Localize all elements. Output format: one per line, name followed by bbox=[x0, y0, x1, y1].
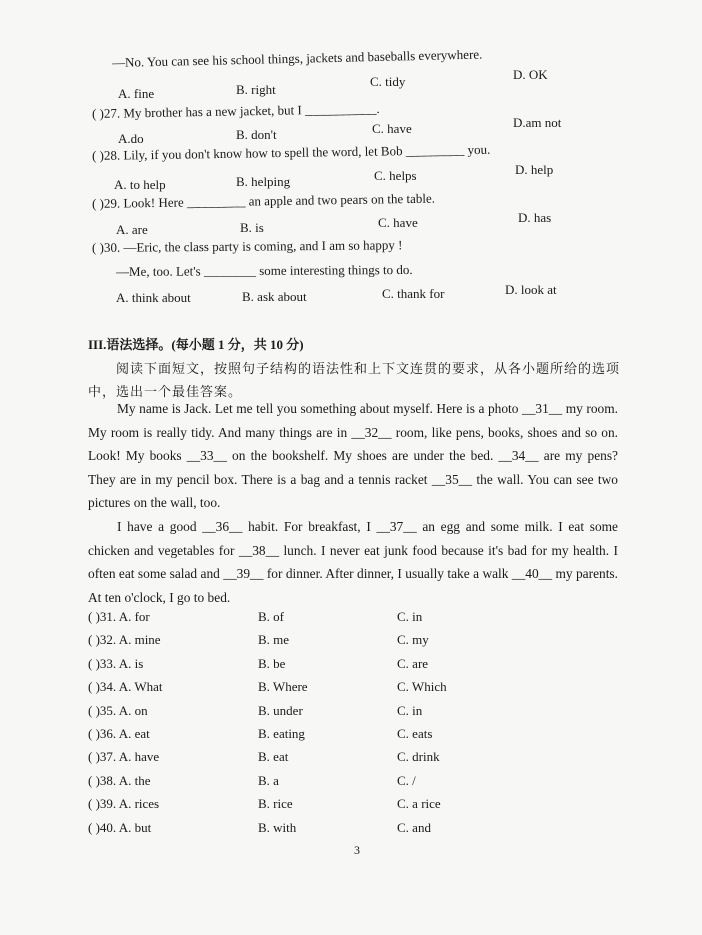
q36-option-b: B. eating bbox=[258, 726, 305, 741]
q37-option-a: ( )37. A. have bbox=[88, 749, 160, 764]
q27-option-a: A.do bbox=[118, 131, 144, 146]
q33-option-a: ( )33. A. is bbox=[88, 656, 144, 671]
q31-option-b: B. of bbox=[258, 609, 284, 624]
q29-option-b: B. is bbox=[240, 220, 264, 235]
q37-option-b: B. eat bbox=[258, 749, 289, 764]
q27-option-d: D.am not bbox=[513, 115, 562, 130]
q27-option-b: B. don't bbox=[236, 127, 277, 142]
q38-option-c: C. / bbox=[397, 773, 416, 788]
q26-option-b: B. right bbox=[236, 82, 276, 97]
q40-option-c: C. and bbox=[397, 820, 431, 835]
q32-option-a: ( )32. A. mine bbox=[88, 632, 161, 647]
q33-option-b: B. be bbox=[258, 656, 286, 671]
q30-dialog: —Me, too. Let's ________ some interesting things to do. bbox=[115, 261, 413, 279]
q27-stem: ( )27. My brother has a new jacket, but I ___________. bbox=[91, 100, 380, 121]
q39-option-b: B. rice bbox=[258, 796, 293, 811]
q32-option-c: C. my bbox=[397, 632, 429, 647]
q26-option-c: C. tidy bbox=[370, 74, 406, 89]
q29-stem: ( )29. Look! Here _________ an apple and two pears on the table. bbox=[91, 190, 436, 211]
q33-option-c: C. are bbox=[397, 656, 429, 671]
q29-option-a: A. are bbox=[116, 222, 148, 237]
q36-option-c: C. eats bbox=[397, 726, 433, 741]
q28-option-b: B. helping bbox=[236, 174, 291, 189]
q35-option-b: B. under bbox=[258, 703, 303, 718]
section-title: III.语法选择。(每小题 1 分，共 10 分) bbox=[88, 337, 304, 352]
q26-dialog: —No. You can see his school things, jackets and baseballs everywhere. bbox=[111, 46, 483, 70]
q29-option-c: C. have bbox=[378, 215, 418, 230]
q28-option-d: D. help bbox=[515, 162, 554, 177]
q35-option-c: C. in bbox=[397, 703, 423, 718]
q26-option-a: A. fine bbox=[118, 86, 155, 101]
passage-paragraph-2: I have a good __36__ habit. For breakfast, I __37__ an egg and some milk. I eat some chicken and vegetables for __38__ lunch. I never eat junk food because it's bad for my health. I often eat some salad and __39__ for dinner. After dinner, I usually take a walk __40__ my parents. At ten o'clock, I go to bed. bbox=[88, 518, 618, 605]
q35-option-a: ( )35. A. on bbox=[88, 703, 148, 718]
q28-option-c: C. helps bbox=[374, 168, 417, 183]
q30-option-d: D. look at bbox=[505, 282, 557, 297]
q31-option-a: ( )31. A. for bbox=[88, 609, 150, 624]
q38-option-a: ( )38. A. the bbox=[88, 773, 151, 788]
q30-option-a: A. think about bbox=[116, 290, 191, 305]
instructions-line-2: 中，选出一个最佳答案。 bbox=[88, 384, 243, 399]
q30-option-c: C. thank for bbox=[382, 286, 445, 301]
q30-stem: ( )30. —Eric, the class party is coming, and I am so happy ! bbox=[91, 237, 403, 255]
q30-option-b: B. ask about bbox=[242, 289, 307, 304]
q32-option-b: B. me bbox=[258, 632, 290, 647]
passage-paragraph-1: My name is Jack. Let me tell you something about myself. Here is a photo __31__ my room. My room is really tidy. And many things are in __32__ room, like pens, books, shoes and so on. Look! My books __33__ on the bookshelf. My shoes are under the bed. __34__ are my pens? They are in my pencil box. There is a bag and a tennis racket __35__ the wall. You can see two pictures on the wall, too. bbox=[88, 401, 618, 511]
q28-option-a: A. to help bbox=[114, 177, 166, 192]
q38-option-b: B. a bbox=[258, 773, 279, 788]
q27-option-c: C. have bbox=[372, 121, 412, 136]
q29-option-d: D. has bbox=[518, 210, 552, 225]
q31-option-c: C. in bbox=[397, 609, 423, 624]
instructions-line-1: 阅读下面短文，按照句子结构的语法性和上下文连贯的要求，从各小题所给的选项 bbox=[116, 361, 621, 376]
q34-option-b: B. Where bbox=[258, 679, 308, 694]
q39-option-a: ( )39. A. rices bbox=[88, 796, 160, 811]
q26-option-d: D. OK bbox=[513, 67, 548, 82]
q37-option-c: C. drink bbox=[397, 749, 440, 764]
q28-stem: ( )28. Lily, if you don't know how to spell the word, let Bob _________ you. bbox=[91, 141, 491, 163]
q34-option-c: C. Which bbox=[397, 679, 447, 694]
reading-passage bbox=[88, 397, 618, 609]
q39-option-c: C. a rice bbox=[397, 796, 441, 811]
q40-option-b: B. with bbox=[258, 820, 297, 835]
q40-option-a: ( )40. A. but bbox=[88, 820, 152, 835]
q36-option-a: ( )36. A. eat bbox=[88, 726, 150, 741]
page-number: 3 bbox=[354, 843, 360, 857]
q34-option-a: ( )34. A. What bbox=[88, 679, 163, 694]
